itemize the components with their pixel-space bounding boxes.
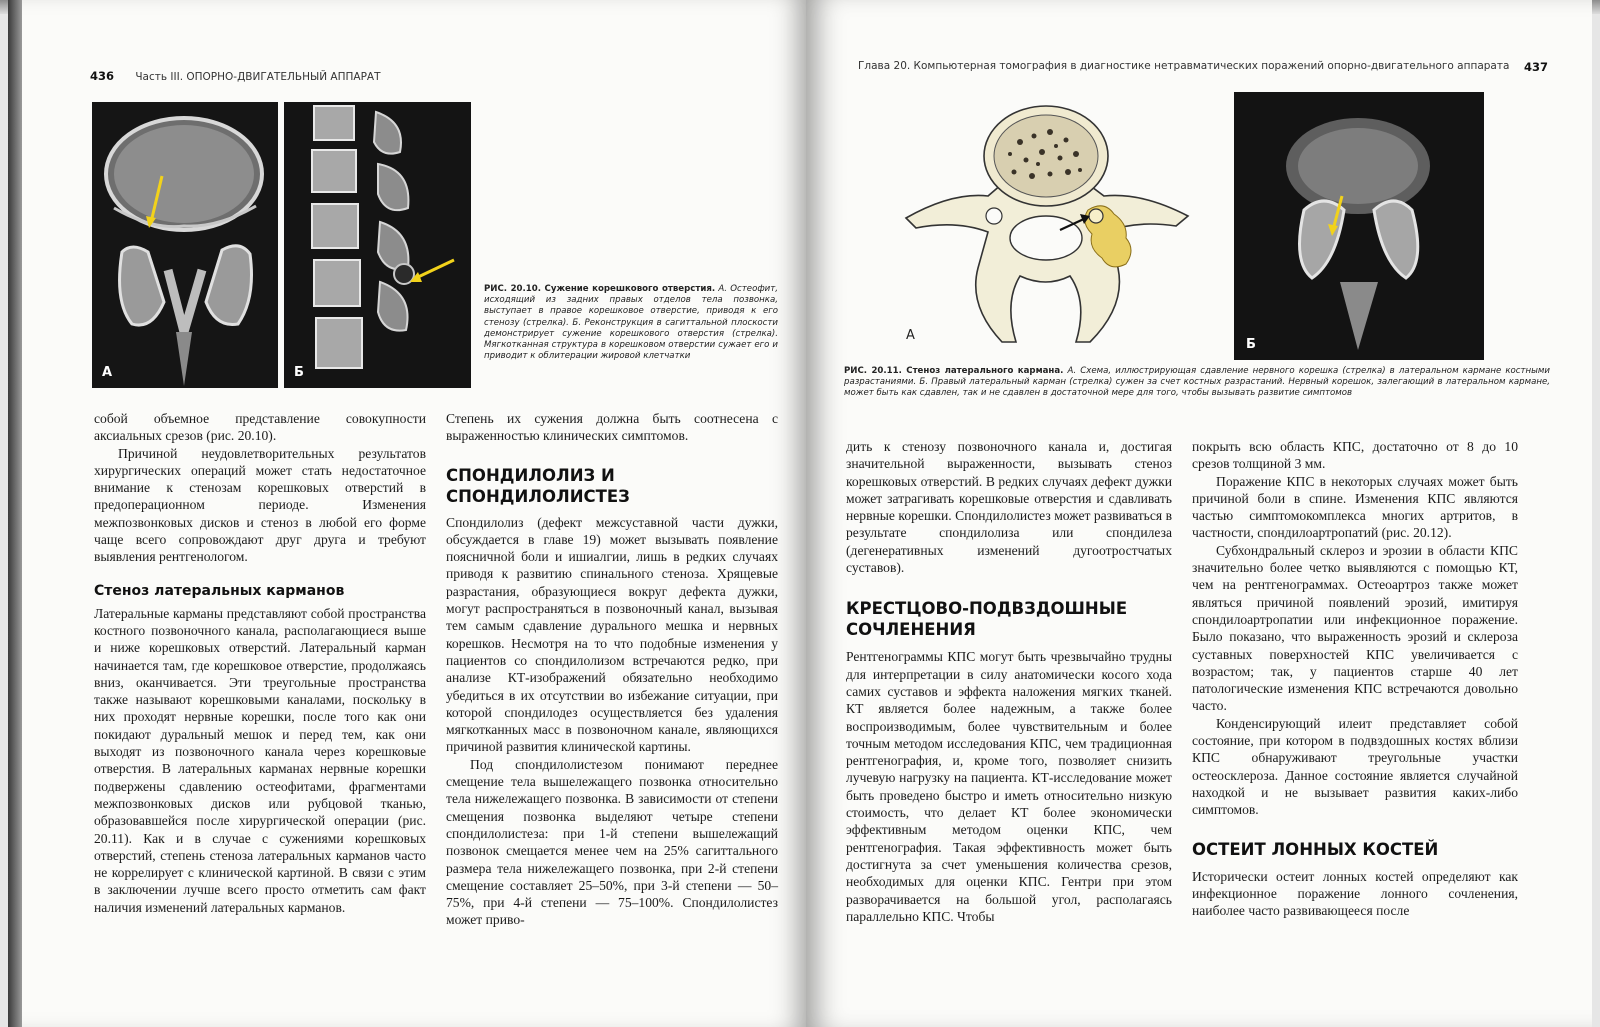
section-heading: КРЕСТЦОВО-ПОДВЗДОШНЫЕ СОЧЛЕНЕНИЯ [846, 599, 1128, 640]
figure-20-10-a-ct-axial [92, 102, 278, 388]
section-heading: ОСТЕИТ ЛОННЫХ КОСТЕЙ [1192, 839, 1439, 859]
section-heading: СПОНДИЛОЛИЗ И СПОНДИЛОЛИСТЕЗ [446, 465, 630, 506]
caption-body: А. Схема, иллюстрирующая сдавление нервного корешка (стрелка) в латеральном кармане костными разрастаниями. Б. Правый латеральный карман (стрелка) сужен за счет костных разрастаний. Нервный корешок, залегающий в латеральном кармане, может быть как сдавлен, так и не сдавлен в достаточной мере для того, чтобы вызывать развитие симптомов [844, 366, 1551, 399]
paragraph: Под спондилолистезом понимают переднее смещение тела вышележащего позвонка относительно тела нижележащего позвонка. В зависимости от степени смещения позвонка выделяют четыре степени спондилолистеза: при 1-й степени вышележащий позвонок смещается менее чем на 25% сагиттального размера тела нижележащего позвонка, при 2-й степени смещение составляет 25–50%, при 3-й степени — 50–75%, при 4-й степени — 75–100%. Спондилолистез может приво- [446, 756, 778, 928]
figure-20-11-caption [844, 366, 1550, 400]
right-running-head [858, 60, 1548, 72]
figure-20-10-b-ct-sagittal [284, 102, 471, 388]
paragraph: дить к стенозу позвоночного канала и, достигая значительной выраженности, вызывать стеноз корешковых отверстий. В редких случаях дефект дужки может затрагивать корешковые отверстия и сдавливать нервные корешки. Спондилолистез может развиваться в результате спондилолиза или спондилеза (дегенеративных изменений дугоотростчатых суставов). [846, 439, 1172, 576]
figure-a-label: А [906, 328, 915, 343]
paragraph: Степень их сужения должна быть соотнесена с выраженностью клинических симптомов. [446, 411, 778, 444]
figure-a-label: А [102, 365, 113, 380]
ct-sagittal-image [284, 102, 471, 388]
paragraph: покрыть всю область КПС, достаточно от 8 до 10 срезов толщиной 3 мм. [1192, 439, 1518, 472]
left-page [8, 0, 806, 1027]
scan-left-edge [8, 0, 22, 1027]
right-running-title: Глава 20. Компьютерная томография в диагностике нетравматических поражений опорно-двигательного аппарата [858, 60, 1510, 72]
left-column-2 [446, 410, 778, 929]
figure-b-label: Б [294, 365, 304, 380]
ct-lateral-recess-image [1234, 92, 1484, 360]
paragraph: Латеральные карманы представляют собой пространства костного позвоночного канала, располагающиеся выше и ниже корешковых отверстий. Латеральный карман начинается там, где корешковое отверстие, продолжаясь вниз, оканчивается. Эти треугольные пространства также называют корешковыми каналами, поскольку в них проходят нервные корешки, после того как они покидают дуральный мешок и перед тем, как они выходят из позвоночного канала через корешковые отверстия. В латеральных карманах нервные корешки подвержены сдавлению остеофитами, фрагментами межпозвонковых дисков или рубцовой тканью, образовавшейся после хирургической операции (рис. 20.11). Как и в случае с сужениями корешковых отверстий, степень стеноза латеральных карманов часто не коррелирует с клинической картиной. В связи с этим в заключении лучше всего просто отметить сам факт наличия изменений латеральных карманов. [94, 605, 426, 915]
paragraph: Конденсирующий илеит представляет собой состояние, при котором в подвздошных костях вблизи КПС обнаруживают треугольные участки остеосклероза. Данное состояние является случайной находкой и не вызывает развития каких-либо симптомов. [1192, 715, 1518, 818]
paragraph: Спондилолиз (дефект межсуставной части дужки, обсуждается в главе 19) может вызывать появление поясничной боли и ишиалгии, лишь в редких случаях приводя к развитию спинального стеноза. Хрящевые разрастания, образующиеся вокруг дефекта дужки, могут распространяться в позвоночный канал, вызывая тем самым сдавление дурального мешка и нервных корешков. Несмотря на то что подобные изменения у пациентов со спондилолизом встречаются редко, при анализе КТ-изображений обязательно необходимо убедиться в их отсутствии во избежание ситуации, при которой спондилодез осуществляется без удаления мягкотканных масс в позвоночном канале, являющихся причиной развития клинической картины. [446, 514, 778, 755]
left-running-head [90, 69, 381, 83]
paragraph: Поражение КПС в некоторых случаях может быть причиной боли в спине. Изменения КПС являются частью симптомокомплекса многих артритов, в частности, спондилоартропатий (рис. 20.12). [1192, 473, 1518, 541]
paragraph: собой объемное представление совокупности аксиальных срезов (рис. 20.10). [94, 411, 426, 444]
caption-title: РИС. 20.10. Сужение корешкового отверстия. [484, 284, 716, 294]
figure-20-11-b-ct [1234, 92, 1484, 360]
section-heading: Стеноз латеральных карманов [94, 582, 345, 599]
paragraph: Исторически остеит лонных костей определяют как инфекционное поражение лонного сочленения, наиболее часто развивающееся после [1192, 868, 1518, 919]
right-folio: 437 [1523, 60, 1548, 74]
right-column-2 [1192, 438, 1518, 919]
caption-body: А. Остеофит, исходящий из задних правых отделов тела позвонка, выступает в правое корешковое отверстие, приводя к его стенозу (стрелка). Б. Реконструкция в сагиттальной плоскости демонстрирует сужение корешкового отверстия (стрелка). Мягкотканная структура в корешковом отверстии сужает его и приводит к облитерации жировой клетчатки [484, 284, 778, 362]
caption-title: РИС. 20.11. Стеноз латерального кармана. [844, 366, 1064, 376]
paragraph: Рентгенограммы КПС могут быть чрезвычайно трудны для интерпретации в силу анатомически косого хода самих суставов и эффекта наложения мягких тканей. КТ является более надежным, а также более воспроизводимым, более чувствительным и более точным методом исследования КПС, чем традиционная рентгенография, и, кроме того, позволяет снизить лучевую нагрузку на пациента. КТ-исследование может быть проведено быстро и иметь относительно низкую стоимость, что делает КТ более экономически эффективным методом оценки КПС, чем рентгенография. Такая эффективность может быть достигнута за счет уменьшения количества срезов, необходимых для оценки КПС. Гентри при этом разворачивается на большой угол, располагаясь параллельно КПС. Чтобы [846, 649, 1172, 924]
vertebra-diagram [892, 92, 1198, 356]
figure-20-10-caption [484, 284, 778, 362]
paragraph: Причиной неудовлетворительных результатов хирургических операций может стать недостаточное внимание к стенозам корешковых отверстий в предоперационном периоде. Изменения межпозвонковых дисков и стеноз в любой его форме чаще всего сопровождают друг друга и требуют выявления рентгенологом. [94, 445, 426, 565]
figure-20-11-a-schematic [892, 92, 1198, 356]
right-column-1 [846, 438, 1172, 925]
ct-axial-image [92, 102, 278, 388]
left-folio: 436 [90, 69, 115, 83]
paragraph: Субхондральный склероз и эрозии в области КПС значительно более четко выявляются с помощью КТ, чем на рентгенограммах. Остеоартроз также может являться причиной появлений эрозий, имитируя спондилоартропатии или инфекционное поражение. Было показано, что выраженность эрозий и склероза суставных поверхностей КПС увеличивается с возрастом; так, у пациентов старше 40 лет патологические изменения КПС встречаются довольно часто. [1192, 542, 1518, 714]
left-column-1 [94, 410, 426, 916]
figure-b-label: Б [1246, 337, 1256, 352]
left-running-title: Часть III. ОПОРНО-ДВИГАТЕЛЬНЫЙ АППАРАТ [135, 71, 381, 83]
right-page [806, 0, 1592, 1027]
